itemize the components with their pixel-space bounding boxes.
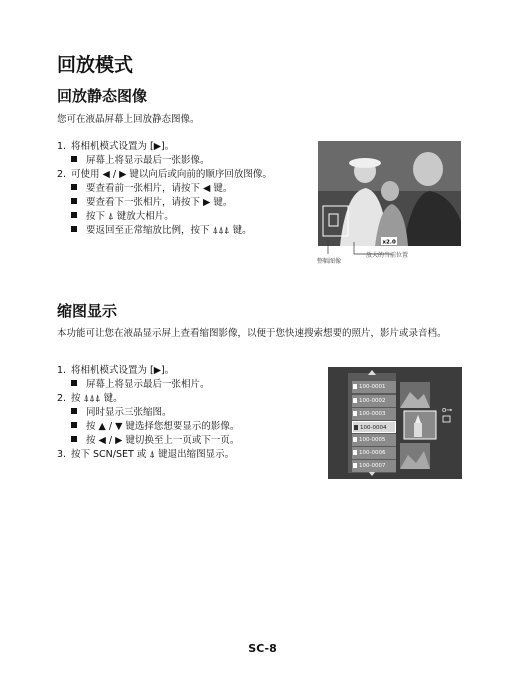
lock-icon: o⊸ — [442, 406, 453, 414]
step-2-note: 按 ◀ / ▶ 键切换至上一页或下一页。 — [71, 434, 239, 448]
step-1: 1. 将相机模式设置为 [▶]。 — [57, 141, 175, 152]
zoom-badge: x2.0 — [382, 239, 396, 246]
step-2-note: 要返回至正常缩放比例，按下 ⍋⍋⍋ 键。 — [71, 224, 252, 238]
step-2-note: 按 ▲ / ▼ 键选择您想要显示的影像。 — [71, 420, 239, 434]
thumbnail-list-item[interactable]: 100-0007 — [352, 460, 396, 472]
thumbnail-list-item[interactable]: 100-0002 — [352, 395, 396, 407]
step-2-note: 要查看下一张相片，请按下 ▶ 键。 — [71, 196, 232, 210]
thumbnail-list-item[interactable]: 100-0003 — [352, 408, 396, 420]
step-2: 2. 可使用 ◀ / ▶ 键以向后或向前的顺序回放图像。 — [57, 169, 272, 180]
step-1-note: 屏幕上将显示最后一张影像。 — [71, 154, 210, 168]
thumbnail-list-item-selected[interactable]: 100-0004 — [352, 421, 396, 433]
step-2: 2. 按 ⍋⍋⍋ 键。 — [57, 393, 123, 404]
step-3: 3. 按下 SCN/SET 或 ⍋ 键退出缩图显示。 — [57, 449, 235, 460]
page-title: 回放模式 — [57, 54, 134, 76]
step-2-note: 要查看前一张相片，请按下 ◀ 键。 — [71, 182, 232, 196]
zoomed-photo-figure — [318, 141, 461, 246]
section-heading-playback: 回放静态图像 — [57, 87, 148, 105]
section-heading-thumbnail: 缩图显示 — [57, 302, 118, 320]
section-intro: 本功能可让您在液晶显示屏上查看缩图影像，以便于您快速搜索想要的照片，影片或录音档。 — [57, 328, 447, 339]
thumbnail-list-item[interactable]: 100-0001 — [352, 381, 396, 393]
caption-current-zoom: 放大的当前位置 — [366, 252, 409, 259]
page-number: SC-8 — [248, 642, 277, 655]
caption-whole-image: 整幅图像 — [317, 258, 342, 265]
step-2-note: 同时显示三张缩图。 — [71, 406, 172, 420]
section-intro: 您可在液晶屏幕上回放静态图像。 — [57, 114, 200, 125]
family-photo-illustration — [318, 141, 461, 246]
step-2-note: 按下 ⍋ 键放大相片。 — [71, 210, 174, 224]
thumbnail-list-item[interactable]: 100-0005 — [352, 434, 396, 446]
step-1-note: 屏幕上将显示最后一张相片。 — [71, 378, 210, 392]
thumbnail-list-item[interactable]: 100-0006 — [352, 447, 396, 459]
step-1: 1. 将相机模式设置为 [▶]。 — [57, 365, 175, 376]
